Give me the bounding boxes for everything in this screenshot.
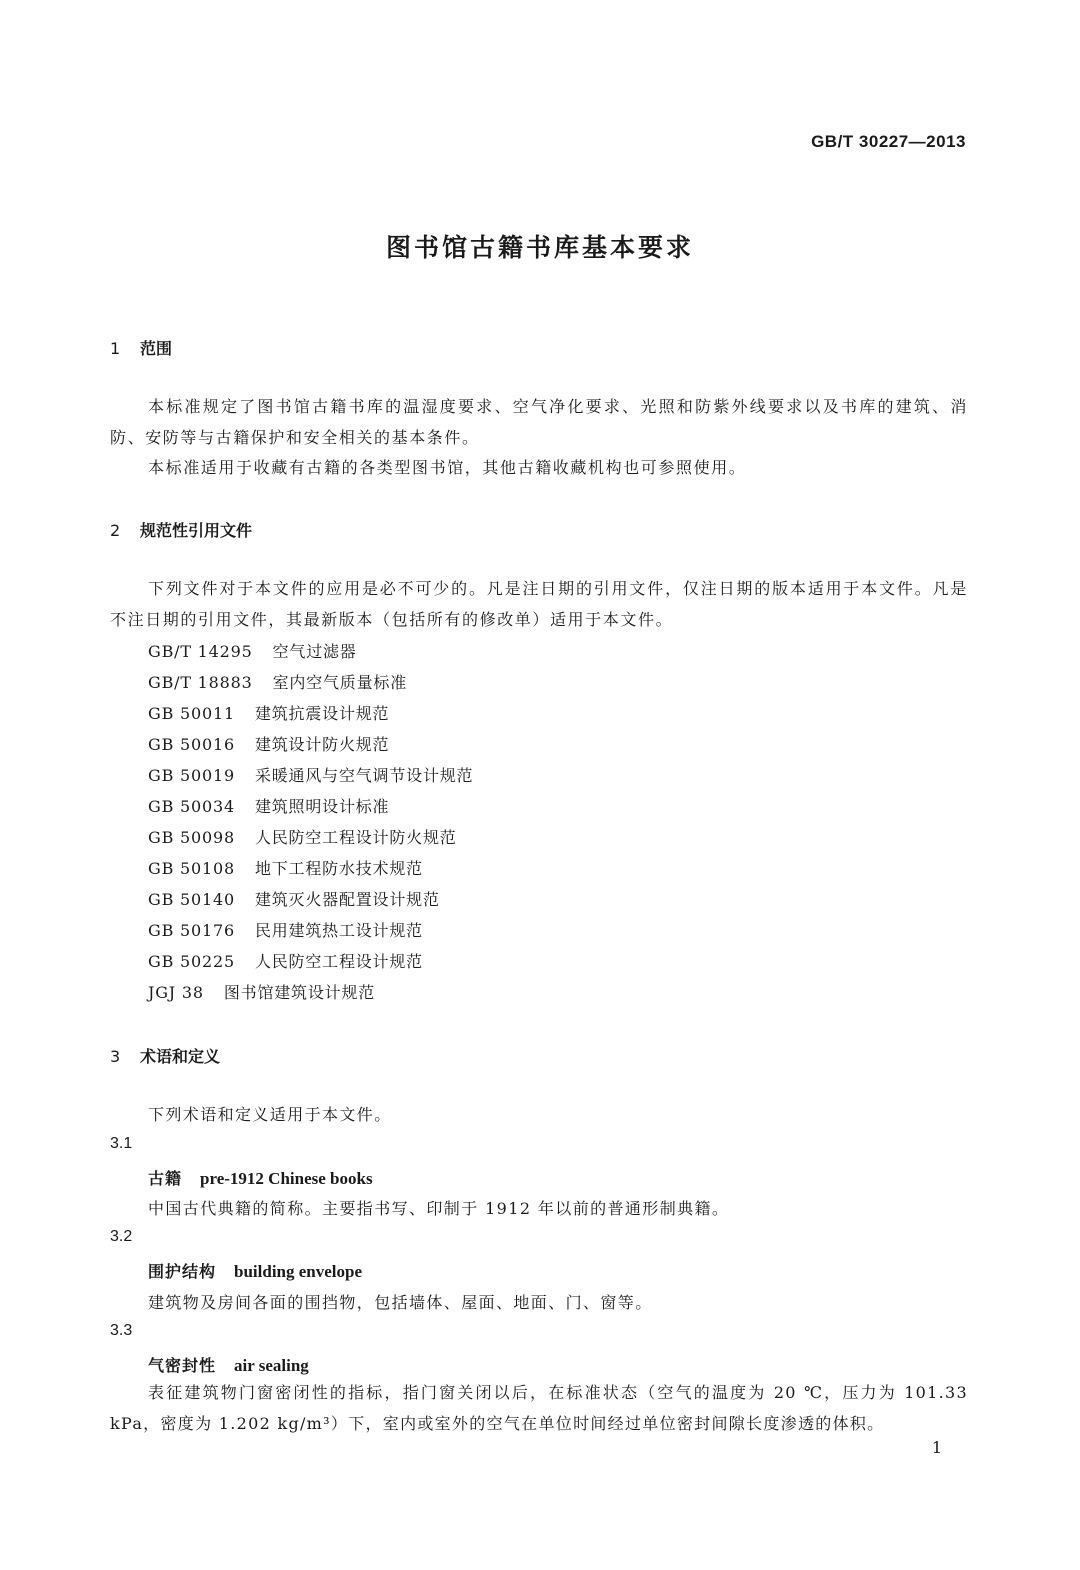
reference-item <box>148 977 473 1008</box>
term-heading <box>148 1259 362 1282</box>
section-title: 术语和定义 <box>140 1047 221 1066</box>
document-title: 图书馆古籍书库基本要求 <box>385 233 694 262</box>
reference-code: GB/T 14295 <box>148 642 253 661</box>
section-1-paragraph-2: 本标准适用于收藏有古籍的各类型图书馆，其他古籍收藏机构也可参照使用。 <box>148 458 747 477</box>
reference-item <box>148 729 473 760</box>
term-definition: 建筑物及房间各面的围挡物，包括墙体、屋面、地面、门、窗等。 <box>148 1293 653 1312</box>
reference-code: GB 50140 <box>148 890 235 909</box>
reference-item <box>148 853 473 884</box>
reference-item <box>148 946 473 977</box>
term-english: building envelope <box>234 1262 363 1281</box>
term-chinese: 围护结构 <box>148 1262 217 1281</box>
reference-item <box>148 698 473 729</box>
term-number: 3.3 <box>110 1322 133 1339</box>
reference-name: 建筑抗震设计规范 <box>254 704 390 723</box>
section-number: 1 <box>110 339 121 358</box>
reference-item <box>148 822 473 853</box>
term-english: air sealing <box>234 1356 309 1375</box>
reference-code: GB 50019 <box>148 766 235 785</box>
reference-code: GB/T 18883 <box>148 673 253 692</box>
reference-item <box>148 915 473 946</box>
standard-code: GB/T 30227—2013 <box>811 132 966 151</box>
reference-item <box>148 760 473 791</box>
term-heading <box>148 1166 373 1189</box>
section-1-heading <box>110 336 172 359</box>
section-2-heading <box>110 518 252 541</box>
reference-code: GB 50016 <box>148 735 235 754</box>
section-title: 范围 <box>140 339 173 358</box>
reference-name: 采暖通风与空气调节设计规范 <box>254 766 474 785</box>
reference-name: 室内空气质量标准 <box>272 673 407 692</box>
term-chinese: 气密封性 <box>148 1356 217 1375</box>
reference-name: 建筑设计防火规范 <box>254 735 390 754</box>
reference-name: 图书馆建筑设计规范 <box>223 983 376 1002</box>
reference-code: GB 50011 <box>148 704 235 723</box>
section-3-heading <box>110 1044 220 1067</box>
term-definition: 中国古代典籍的简称。主要指书写、印制于 1912 年以前的普通形制典籍。 <box>148 1199 730 1218</box>
reference-code: GB 50108 <box>148 859 235 878</box>
reference-item <box>148 667 473 698</box>
reference-item <box>148 791 473 822</box>
term-definition: 表征建筑物门窗密闭性的指标，指门窗关闭以后，在标准状态（空气的温度为 20 ℃，压力为 101.33 kPa，密度为 1.202 kg/m³）下，室内或室外的空气在单位时间经过单位密封间隙长度渗透的体积。 <box>110 1383 968 1433</box>
section-number: 2 <box>110 521 121 540</box>
reference-name: 民用建筑热工设计规范 <box>254 921 423 940</box>
reference-name: 空气过滤器 <box>272 642 357 661</box>
reference-code: JGJ 38 <box>148 983 204 1002</box>
section-3-intro: 下列术语和定义适用于本文件。 <box>148 1105 392 1124</box>
reference-item <box>148 636 473 667</box>
term-number: 3.2 <box>110 1228 133 1245</box>
section-2-intro: 下列文件对于本文件的应用是必不可少的。凡是注日期的引用文件，仅注日期的版本适用于本文件。凡是不注日期的引用文件，其最新版本（包括所有的修改单）适用于本文件。 <box>110 579 968 629</box>
reference-name: 建筑灭火器配置设计规范 <box>254 890 440 909</box>
reference-code: GB 50225 <box>148 952 235 971</box>
reference-item <box>148 884 473 915</box>
reference-name: 地下工程防水技术规范 <box>254 859 423 878</box>
term-heading <box>148 1353 309 1376</box>
term-chinese: 古籍 <box>148 1169 183 1188</box>
reference-name: 人民防空工程设计防火规范 <box>254 828 457 847</box>
section-number: 3 <box>110 1047 121 1066</box>
reference-code: GB 50098 <box>148 828 235 847</box>
term-english: pre-1912 Chinese books <box>200 1169 373 1188</box>
reference-code: GB 50176 <box>148 921 235 940</box>
section-title: 规范性引用文件 <box>140 521 253 540</box>
page-number: 1 <box>931 1438 942 1457</box>
reference-list <box>148 636 473 1008</box>
reference-name: 建筑照明设计标准 <box>254 797 390 816</box>
reference-code: GB 50034 <box>148 797 235 816</box>
section-1-paragraph-1: 本标准规定了图书馆古籍书库的温湿度要求、空气净化要求、光照和防紫外线要求以及书库的建筑、消防、安防等与古籍保护和安全相关的基本条件。 <box>110 397 968 447</box>
reference-name: 人民防空工程设计规范 <box>254 952 423 971</box>
term-number: 3.1 <box>110 1135 133 1152</box>
